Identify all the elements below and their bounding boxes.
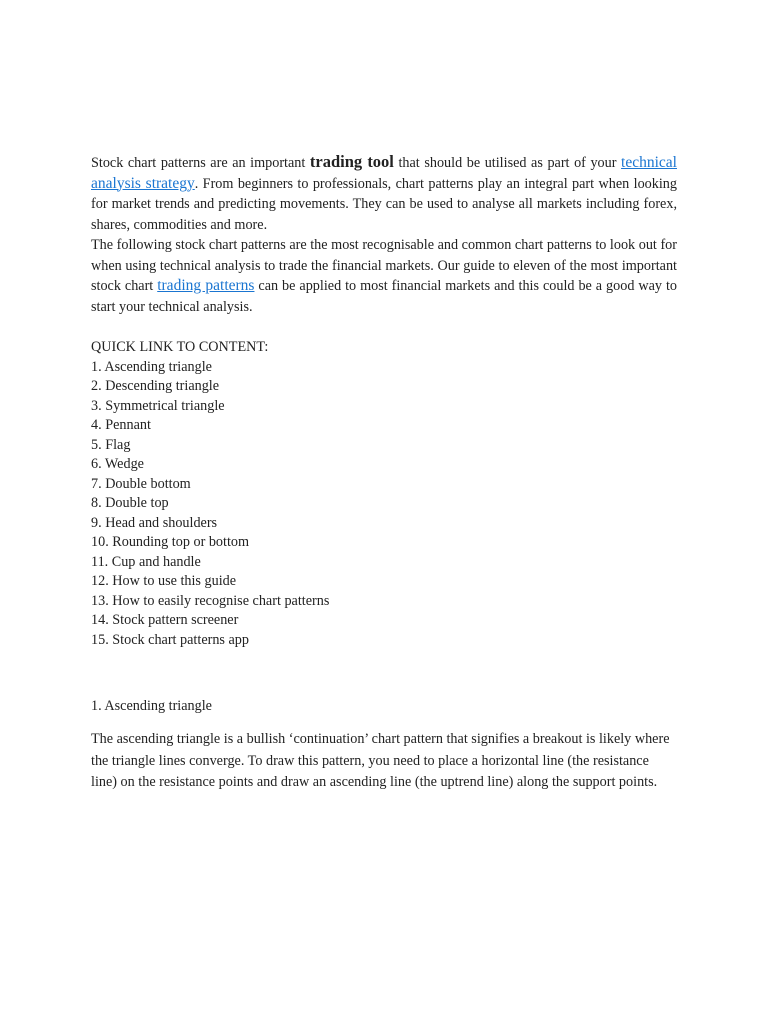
quick-link-item[interactable]: 6. Wedge xyxy=(91,456,144,472)
trading-tool-emphasis: trading tool xyxy=(309,152,394,171)
section-heading-ascending-triangle: 1. Ascending triangle xyxy=(91,698,212,714)
trading-patterns-link[interactable]: trading patterns xyxy=(157,277,255,294)
quick-link-item[interactable]: 7. Double bottom xyxy=(91,475,191,492)
intro-text-1a: Stock chart patterns are an important xyxy=(91,155,310,171)
intro-text-2b: can be applied to most financial markets and this could be a good way to start your technical analysis. xyxy=(91,278,677,315)
quick-link-item[interactable]: 14. Stock pattern screener xyxy=(91,612,239,628)
intro-paragraph-1 xyxy=(91,152,677,235)
quick-links-heading: QUICK LINK TO CONTENT: xyxy=(91,339,269,355)
quick-link-item[interactable]: 11. Cup and handle xyxy=(91,553,201,570)
intro-text-1b: that should be utilised as part of your xyxy=(393,155,622,171)
technical-analysis-strategy-link[interactable]: technical analysis strategy xyxy=(91,154,677,192)
quick-link-item[interactable]: 1. Ascending triangle xyxy=(91,358,212,375)
quick-link-item[interactable]: 15. Stock chart patterns app xyxy=(91,631,249,648)
quick-link-item[interactable]: 4. Pennant xyxy=(91,417,151,433)
quick-link-item[interactable]: 12. How to use this guide xyxy=(91,573,237,589)
quick-link-item[interactable]: 5. Flag xyxy=(91,436,131,453)
quick-link-item[interactable]: 9. Head and shoulders xyxy=(91,514,218,531)
intro-text-2a: The following stock chart patterns are the most recognisable and common chart patterns to look out for when using technical analysis to trade the financial markets. Our guide to eleven of the most important stock chart xyxy=(91,237,677,294)
intro-paragraph-2 xyxy=(91,235,677,317)
quick-links-list xyxy=(91,358,677,651)
intro-text-1c: . From beginners to professionals, chart patterns play an integral part when looking for market trends and predicting movements. They can be used to analyse all markets including forex, shares, commodities and more. xyxy=(91,175,677,233)
quick-links-section xyxy=(91,338,677,650)
quick-link-item[interactable]: 10. Rounding top or bottom xyxy=(91,534,250,550)
quick-link-item[interactable]: 3. Symmetrical triangle xyxy=(91,397,225,414)
document-page xyxy=(91,152,677,650)
quick-link-item[interactable]: 13. How to easily recognise chart patterns xyxy=(91,592,330,609)
quick-link-item[interactable]: 2. Descending triangle xyxy=(91,378,220,394)
section-body-ascending-triangle: The ascending triangle is a bullish ‘continuation’ chart pattern that signifies a breakout is likely where the triangle lines converge. To draw this pattern, you need to place a horizontal line (the resistance line) on the resistance points and draw an ascending line (the uptrend line) along the support points. xyxy=(91,731,670,790)
quick-link-item[interactable]: 8. Double top xyxy=(91,495,169,511)
